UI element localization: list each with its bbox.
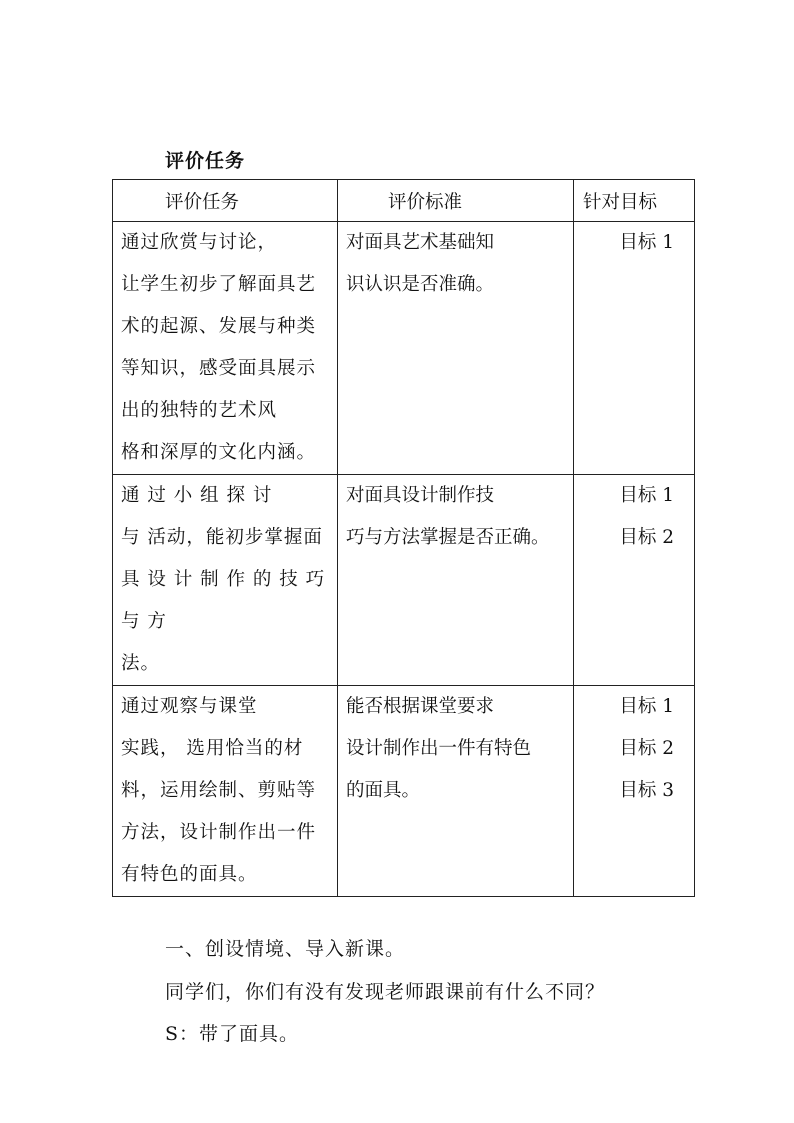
standard-cell: 对面具艺术基础知 识认识是否准确。 [338, 222, 574, 475]
target-cell: 目标 1 目标 2 [574, 475, 695, 686]
table-row [113, 686, 695, 897]
header-target: 针对目标 [574, 180, 695, 222]
evaluation-table [112, 179, 695, 897]
target-cell: 目标 1 [574, 222, 695, 475]
header-task: 评价任务 [113, 180, 338, 222]
section-title: 一、创设情境、导入新课。 [165, 938, 406, 960]
header-standard: 评价标准 [338, 180, 574, 222]
standard-cell: 对面具设计制作技 巧与方法掌握是否正确。 [338, 475, 574, 686]
table-header-row [113, 180, 695, 222]
section-heading: 评价任务 [165, 150, 246, 172]
table-row [113, 475, 695, 686]
body-paragraph: S：带了面具。 [165, 1023, 300, 1045]
task-cell: 通过观察与课堂 实践， 选用恰当的材 料，运用绘制、剪贴等 方法，设计制作出一件 有特色的面具。 [113, 686, 338, 897]
table-row [113, 222, 695, 475]
target-cell: 目标 1 目标 2 目标 3 [574, 686, 695, 897]
task-cell: 通 过 小 组 探 讨 与 活动，能初步掌握面 具 设 计 制 作 的 技 巧 与 方 法。 [113, 475, 338, 686]
task-cell: 通过欣赏与讨论， 让学生初步了解面具艺 术的起源、发展与种类 等知识，感受面具展示 出的独特的艺术风 格和深厚的文化内涵。 [113, 222, 338, 475]
body-paragraph: 同学们，你们有没有发现老师跟课前有什么不同？ [165, 981, 606, 1003]
standard-cell: 能否根据课堂要求 设计制作出一件有特色 的面具。 [338, 686, 574, 897]
